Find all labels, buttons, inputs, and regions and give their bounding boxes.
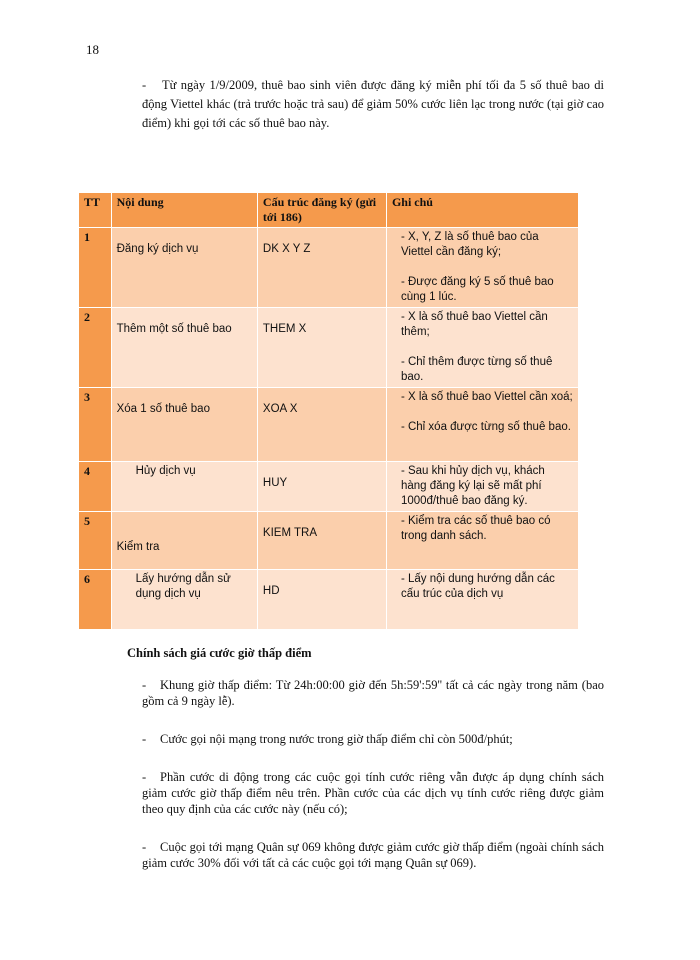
row-syntax: THEM X [257,308,386,388]
table-row [79,228,579,308]
row-content: Lấy hướng dẫn sử dụng dịch vụ [111,570,257,630]
header-content: Nội dung [111,193,257,228]
row-number: 1 [79,228,111,308]
row-number: 6 [79,570,111,630]
service-syntax-table [79,193,579,630]
note-line: - Chỉ thêm được từng số thuê bao. [400,356,553,383]
row-number: 2 [79,308,111,388]
note-line: - Được đăng ký 5 số thuê bao cùng 1 lúc. [400,276,554,303]
table-row [79,388,579,462]
note-line: - Sau khi hủy dịch vụ, khách hàng đăng ký lại sẽ mất phí 1000đ/thuê bao đăng ký. [400,465,545,507]
page-number: 18 [86,42,99,57]
table-row [79,570,579,630]
note-line: - Chỉ xóa được từng số thuê bao. [400,421,571,433]
section-title: Chính sách giá cước giờ thấp điểm [127,646,312,660]
row-syntax: XOA X [257,388,386,462]
bullet-list [142,677,604,893]
list-item-text: Phần cước di động trong các cuộc gọi tính cước riêng vẫn được áp dụng chính sách giảm cước giờ thấp điểm nêu trên. Phần cước của các dịch vụ tính cước riêng được giảm theo quy định của các cước này (nếu có); [142,770,604,816]
row-syntax: KIEM TRA [257,512,386,570]
row-content: Thêm một số thuê bao [111,308,257,388]
table-row [79,308,579,388]
bullet-dash: - [142,78,147,92]
list-item-text: Cuộc gọi tới mạng Quân sự 069 không được giảm cước giờ thấp điểm (ngoài chính sách giảm cước 30% đối với tất cả các cuộc gọi tới mạng Quân sự 069). [142,840,604,870]
bullet-dash: - [142,840,147,854]
note-line: - X là số thuê bao Viettel cần xoá; [400,391,573,403]
row-number: 3 [79,388,111,462]
bullet-dash: - [142,732,147,746]
intro-text: Từ ngày 1/9/2009, thuê bao sinh viên được đăng ký miễn phí tối đa 5 số thuê bao di động Viettel khác (trả trước hoặc trả sau) để giảm 50% cước liên lạc trong nước (tại giờ cao điểm) khi gọi tới các số thuê bao này. [142,78,604,130]
list-item [142,839,604,871]
row-content: Hủy dịch vụ [111,462,257,512]
note-line: - X là số thuê bao Viettel cần thêm; [400,311,548,338]
note-line: - X, Y, Z là số thuê bao của Viettel cần đăng ký; [400,231,539,258]
list-item [142,731,604,747]
header-syntax: Cấu trúc đăng ký (gửi tới 186) [257,193,386,228]
list-item-text: Cước gọi nội mạng trong nước trong giờ thấp điểm chỉ còn 500đ/phút; [160,732,513,746]
table-row [79,512,579,570]
row-content: Xóa 1 số thuê bao [111,388,257,462]
table-row [79,462,579,512]
list-item-text: Khung giờ thấp điểm: Từ 24h:00:00 giờ đến 5h:59':59'' tất cả các ngày trong năm (bao gồm cả 9 ngày lễ). [142,678,604,708]
header-note: Ghi chú [386,193,578,228]
row-content: Kiểm tra [111,512,257,570]
list-item [142,769,604,817]
row-number: 5 [79,512,111,570]
note-line: - Lấy nội dung hướng dẫn các cấu trúc của dịch vụ [400,573,555,600]
row-content: Đăng ký dịch vụ [111,228,257,308]
header-tt: TT [79,193,111,228]
row-syntax: DK X Y Z [257,228,386,308]
bullet-dash: - [142,770,147,784]
row-note [386,228,578,308]
note-line: - Kiểm tra các số thuê bao có trong danh sách. [400,515,551,542]
row-note [386,388,578,462]
intro-paragraph [142,76,604,133]
row-note [386,462,578,512]
row-syntax: HUY [257,462,386,512]
list-item [142,677,604,709]
row-note [386,512,578,570]
row-number: 4 [79,462,111,512]
row-note [386,570,578,630]
row-note [386,308,578,388]
row-syntax: HD [257,570,386,630]
table-header-row [79,193,579,228]
bullet-dash: - [142,678,147,692]
